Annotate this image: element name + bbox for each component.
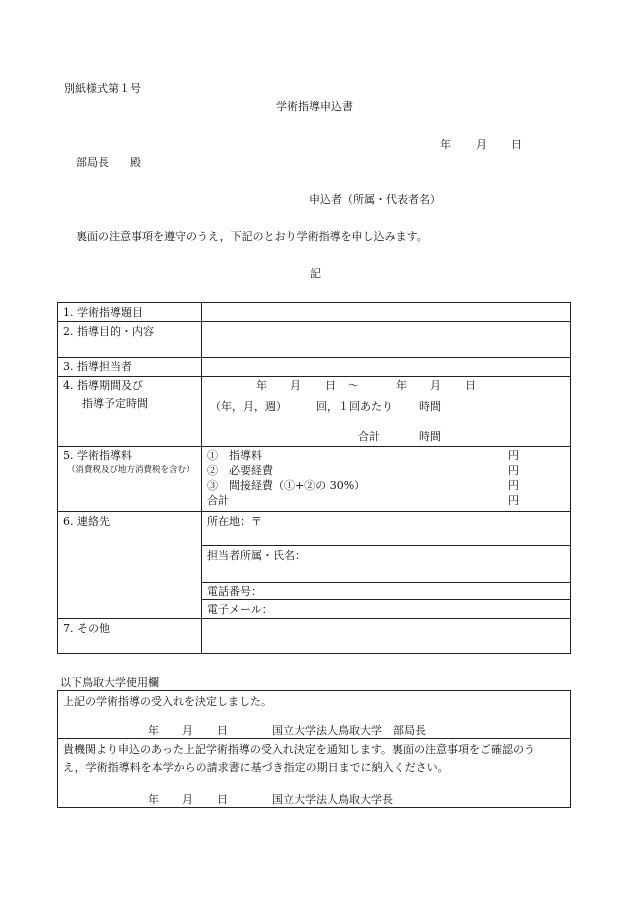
row-divider-4	[57, 446, 571, 447]
ki-mark: 記	[310, 267, 321, 280]
date-month: 月	[476, 138, 487, 151]
contact-divider-2	[201, 582, 571, 583]
row-divider-2	[57, 357, 571, 358]
date2-day: 日	[217, 793, 228, 806]
row-instructor-label: 3. 指導担当者	[63, 360, 132, 373]
fee-total-unit: 円	[508, 494, 519, 507]
intro-text: 裏面の注意事項を遵守のうえ，下記のとおり学術指導を申し込みます。	[76, 230, 428, 243]
date-day: 日	[511, 138, 522, 151]
row-divider-1	[57, 321, 571, 322]
addressee-name: 部局長	[76, 156, 109, 169]
total-hours-label: 時間	[419, 430, 441, 443]
date-year: 年	[440, 138, 451, 151]
row-period-label-2: 指導予定時間	[82, 397, 148, 410]
row-fee-label: 5. 学術指導料	[63, 449, 132, 462]
university-box-divider	[57, 738, 571, 739]
total-label: 合計	[358, 430, 380, 443]
period-day-2: 日	[465, 379, 476, 392]
date1-day: 日	[217, 724, 228, 737]
times-label: 回，１回あたり	[316, 400, 393, 413]
row-divider-6	[57, 618, 571, 619]
fee-item-label: ① 指導料	[207, 449, 262, 462]
table-column-divider	[201, 302, 202, 654]
period-year-1: 年	[256, 379, 267, 392]
decision-text: 上記の学術指導の受入れを決定しました。	[63, 695, 272, 708]
fee-item-unit: 円	[508, 479, 519, 492]
president-signature-line: 国立大学法人鳥取大学長	[272, 793, 393, 806]
applicant-label: 申込者（所属・代表者名）	[309, 193, 441, 206]
row-divider-3	[57, 376, 571, 377]
period-day-1: 日	[325, 379, 336, 392]
fee-item-label: ② 必要経費	[207, 464, 273, 477]
row-purpose-label: 2. 指導目的・内容	[63, 325, 154, 338]
row-fee-tax-note: （消費税及び地方消費税を含む）	[67, 465, 195, 475]
frequency-unit: （年，月，週）	[210, 400, 287, 413]
period-month-1: 月	[290, 379, 301, 392]
fee-item-unit: 円	[508, 464, 519, 477]
date2-year: 年	[148, 793, 159, 806]
date1-year: 年	[148, 724, 159, 737]
notice-text-line-2: え，学術指導料を本学からの請求書に基づき指定の期日までに納入ください。	[63, 761, 449, 774]
contact-divider-1	[201, 545, 571, 546]
notice-text-line-1: 貴機関より申込のあった上記学術指導の受入れ決定を通知します。裏面の注意事項をご確認のう	[63, 743, 536, 756]
phone-field-label: 電話番号：	[207, 585, 262, 598]
row-period-label: 4. 指導期間及び	[63, 379, 143, 392]
row-contact-label: 6. 連絡先	[63, 515, 110, 528]
fee-item-unit: 円	[508, 449, 519, 462]
page-title: 学術指導申込書	[276, 100, 353, 113]
contact-divider-3	[201, 599, 571, 600]
fee-total-label: 合計	[207, 494, 229, 507]
person-field-label: 担当者所属・氏名：	[207, 549, 306, 562]
date2-month: 月	[182, 793, 193, 806]
application-table	[57, 302, 571, 654]
period-year-2: 年	[396, 379, 407, 392]
row-other-label: 7. その他	[63, 622, 110, 635]
row-divider-5	[57, 511, 571, 512]
date1-month: 月	[182, 724, 193, 737]
address-field-label: 所在地：〒	[207, 515, 262, 528]
addressee-honorific: 殿	[130, 156, 141, 169]
hours-label: 時間	[419, 400, 441, 413]
period-tilde: ～	[348, 379, 359, 392]
period-month-2: 月	[430, 379, 441, 392]
row-title-label: 1. 学術指導題目	[63, 306, 143, 319]
dean-signature-line: 国立大学法人鳥取大学 部局長	[272, 724, 426, 737]
email-field-label: 電子メール：	[207, 603, 273, 616]
fee-item-label: ③ 間接経費（①+②の 30%）	[207, 479, 366, 492]
form-id: 別紙様式第１号	[64, 82, 141, 95]
university-section-label: 以下鳥取大学使用欄	[60, 676, 159, 689]
